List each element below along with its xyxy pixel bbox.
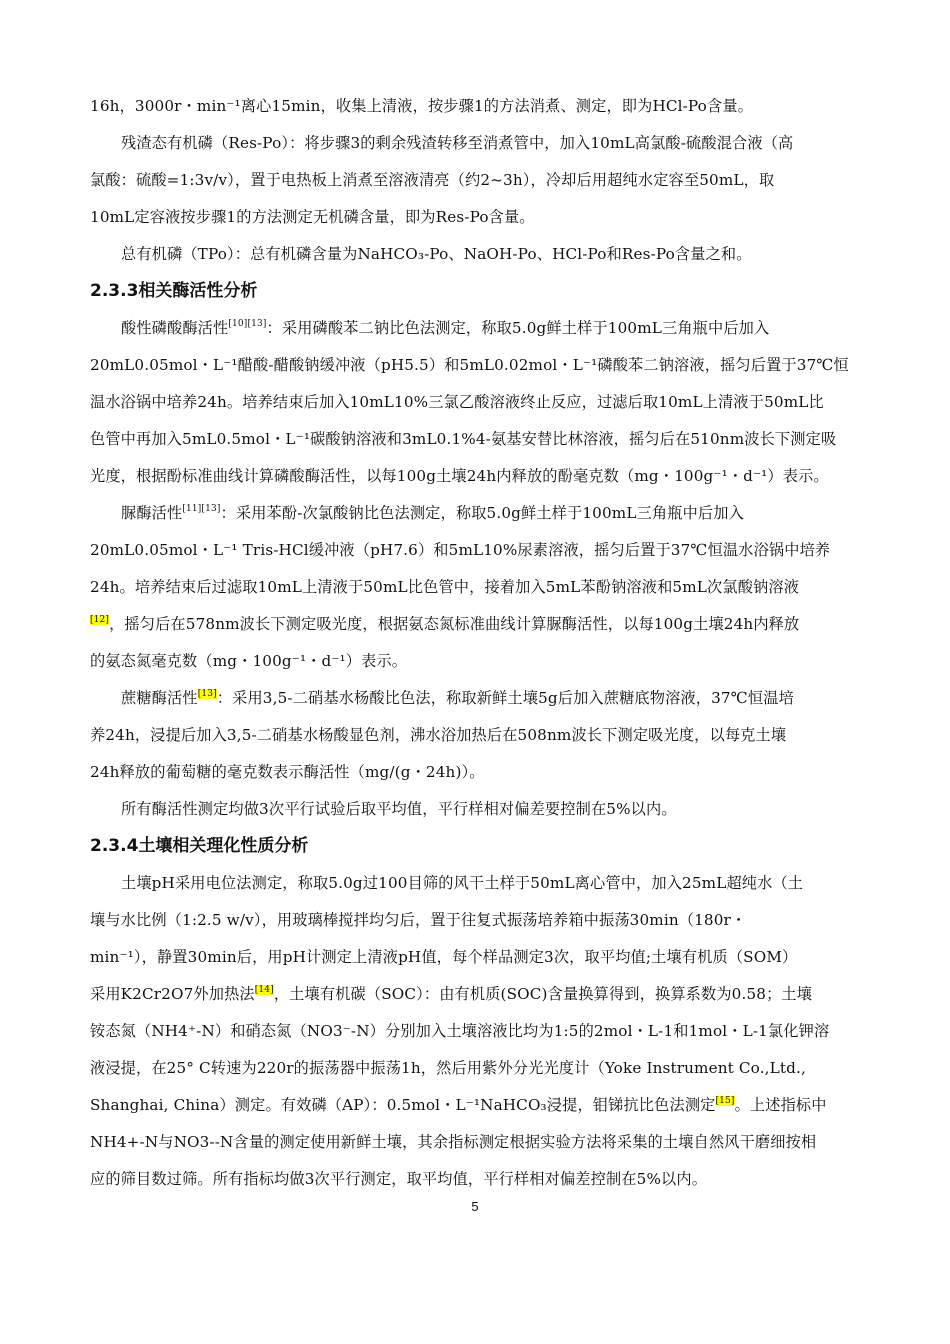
text-run: min⁻¹），静置30min后，用pH计测定上清液pH值，每个样品测定3次，取平均值;土壤有机质（SOM） [90,948,798,966]
text-line [90,1161,862,1198]
text-run: 应的筛目数过筛。所有指标均做3次平行测定，取平均值，平行样相对偏差控制在5%以内。 [90,1170,708,1188]
text-run: 24h释放的葡萄糖的毫克数表示酶活性（mg/(g・24h)）。 [90,763,485,781]
text-run: ：采用磷酸苯二钠比色法测定，称取5.0g鲜土样于100mL三角瓶中后加入 [266,319,770,337]
text-line [90,199,862,236]
text-run: 氯酸：硫酸=1:3v/v），置于电热板上消煮至溶液清亮（约2~3h），冷却后用超纯水定容至50mL，取 [90,171,775,189]
text-run: ，土壤有机碳（SOC）：由有机质(SOC)含量换算得到，换算系数为0.58；土壤 [273,985,813,1003]
text-line [90,569,862,606]
text-run: 所有酶活性测定均做3次平行试验后取平均值，平行样相对偏差要控制在5%以内。 [121,800,677,818]
text-run: 蔗糖酶活性 [121,689,198,707]
text-line [90,162,862,199]
text-run: ，摇匀后在578nm波长下测定吸光度，根据氨态氮标准曲线计算脲酶活性，以每100g土壤24h内释放 [109,615,800,633]
text-run: ：采用3,5-二硝基水杨酸比色法，称取新鲜土壤5g后加入蔗糖底物溶液，37℃恒温培 [216,689,794,707]
text-line [90,717,862,754]
text-line [90,125,862,162]
text-line [90,791,862,828]
text-line [90,939,862,976]
page-number: 5 [471,1199,479,1214]
text-run: 脲酶活性 [121,504,183,522]
text-run: 24h。培养结束后过滤取10mL上清液于50mL比色管中，接着加入5mL苯酚钠溶液和5mL次氯酸钠溶液 [90,578,800,596]
text-line [90,865,862,902]
text-line [90,680,862,717]
text-run: NH4+-N与NO3--N含量的测定使用新鲜土壤，其余指标测定根据实验方法将采集的土壤自然风干磨细按相 [90,1133,817,1151]
text-line [90,421,862,458]
text-line [90,606,862,643]
text-run: 2.3.4土壤相关理化性质分析 [90,836,309,856]
text-run: 2.3.3相关酶活性分析 [90,281,258,301]
text-line [90,754,862,791]
text-run: 10mL定容液按步骤1的方法测定无机磷含量，即为Res-Po含量。 [90,208,535,226]
text-line [90,1050,862,1087]
text-line [90,236,862,273]
text-run: 酸性磷酸酶活性 [121,319,229,337]
text-run: 20mL0.05mol・L⁻¹醋酸-醋酸钠缓冲液（pH5.5）和5mL0.02mol・L⁻¹磷酸苯二钠溶液，摇匀后置于37℃恒 [90,356,849,374]
text-line [90,347,862,384]
citation-marker: [15] [715,1096,735,1106]
text-line [90,1013,862,1050]
citation-marker: [13] [197,689,217,699]
citation-marker: [10][13] [228,319,267,329]
text-run: Shanghai, China）测定。有效磷（AP）：0.5mol・L⁻¹NaHCO₃浸提，钼锑抗比色法测定 [90,1096,716,1114]
citation-marker: [12] [90,615,110,625]
text-run: 铵态氮（NH4⁺-N）和硝态氮（NO3⁻-N）分别加入土壤溶液比均为1:5的2mol・L-1和1mol・L-1氯化钾溶 [90,1022,830,1040]
text-run: 壤与水比例（1:2.5 w/v），用玻璃棒搅拌均匀后，置于往复式振荡培养箱中振荡30min（180r・ [90,911,747,929]
text-run: 的氨态氮毫克数（mg・100g⁻¹・d⁻¹）表示。 [90,652,408,670]
document-body [90,88,862,1198]
text-run: 20mL0.05mol・L⁻¹ Tris-HCl缓冲液（pH7.6）和5mL10%尿素溶液，摇匀后置于37℃恒温水浴锅中培养 [90,541,831,559]
text-run: 总有机磷（TPo）：总有机磷含量为NaHCO₃-Po、NaOH-Po、HCl-Po和Res-Po含量之和。 [121,245,752,263]
text-run: 养24h，浸提后加入3,5-二硝基水杨酸显色剂，沸水浴加热后在508nm波长下测定吸光度，以每克土壤 [90,726,787,744]
text-line [90,1124,862,1161]
text-run: 色管中再加入5mL0.5mol・L⁻¹碳酸钠溶液和3mL0.1%4-氨基安替比林溶液，摇匀后在510nm波长下测定吸 [90,430,837,448]
text-run: 土壤pH采用电位法测定，称取5.0g过100目筛的风干土样于50mL离心管中，加入25mL超纯水（土 [121,874,804,892]
citation-marker: [11][13] [182,504,221,514]
text-line [90,976,862,1013]
text-run: 采用K2Cr2O7外加热法 [90,985,255,1003]
text-line [90,643,862,680]
section-heading [90,828,862,865]
text-run: 。上述指标中 [734,1096,827,1114]
text-run: 液浸提，在25° C转速为220r的振荡器中振荡1h，然后用紫外分光光度计（Yoke Instrument Co.,Ltd., [90,1059,806,1077]
text-run: 16h，3000r・min⁻¹离心15min，收集上清液，按步骤1的方法消煮、测定，即为HCl-Po含量。 [90,97,753,115]
text-line [90,310,862,347]
text-line [90,902,862,939]
text-line [90,1087,862,1124]
text-line [90,88,862,125]
text-line [90,495,862,532]
section-heading [90,273,862,310]
citation-marker: [14] [254,985,274,995]
text-line [90,458,862,495]
text-run: 残渣态有机磷（Res-Po）：将步骤3的剩余残渣转移至消煮管中，加入10mL高氯酸-硫酸混合液（高 [121,134,794,152]
text-line [90,384,862,421]
text-run: ：采用苯酚-次氯酸钠比色法测定，称取5.0g鲜土样于100mL三角瓶中后加入 [220,504,744,522]
text-line [90,532,862,569]
text-run: 光度，根据酚标准曲线计算磷酸酶活性，以每100g土壤24h内释放的酚毫克数（mg・100g⁻¹・d⁻¹）表示。 [90,467,829,485]
text-run: 温水浴锅中培养24h。培养结束后加入10mL10%三氯乙酸溶液终止反应，过滤后取10mL上清液于50mL比 [90,393,824,411]
